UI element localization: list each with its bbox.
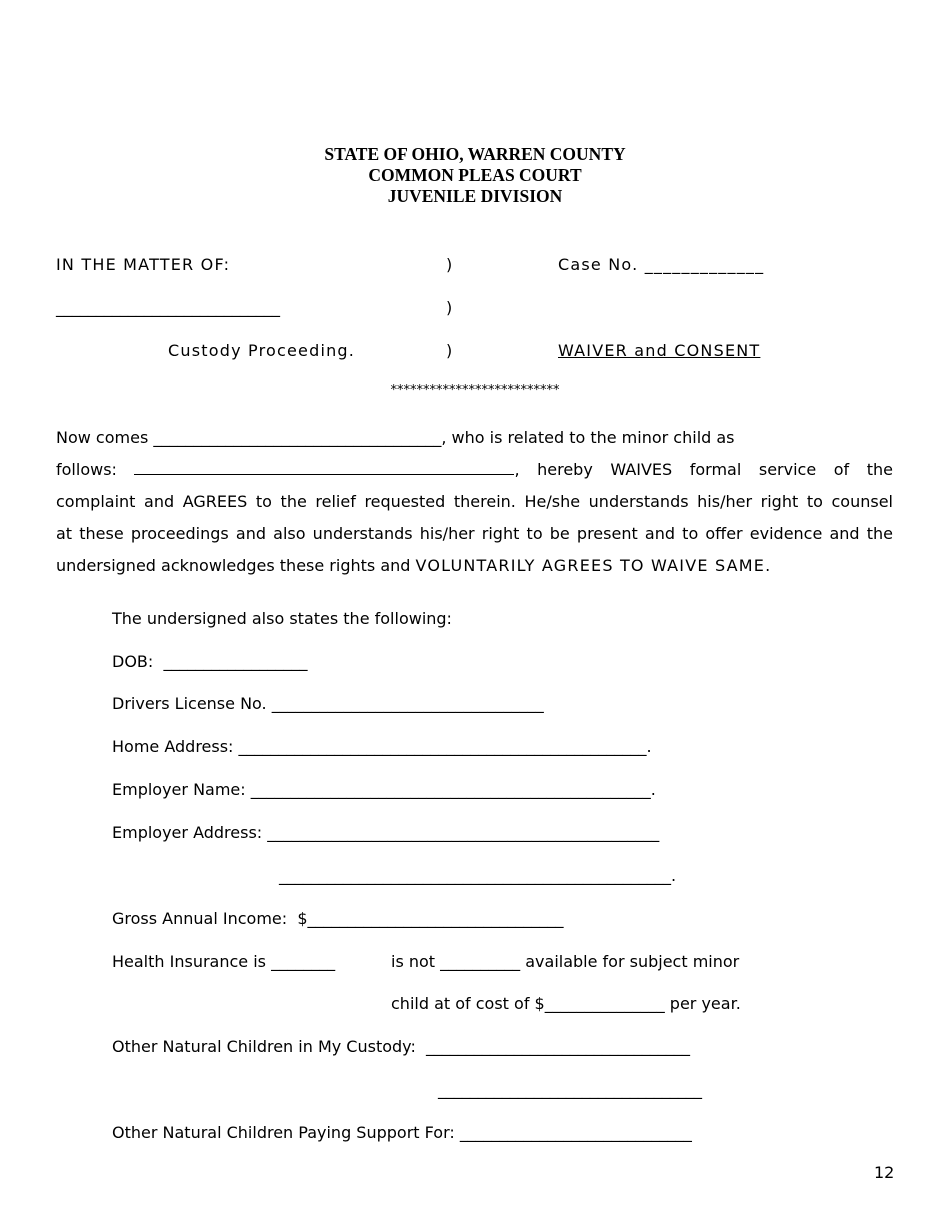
matter-label: IN THE MATTER OF: [56,255,231,274]
waiver-paragraph [56,422,893,582]
caption-paren-3: ) [446,341,453,360]
case-number-field[interactable]: Case No. _____________ [558,255,765,274]
paragraph-line-2[interactable] [56,454,893,486]
caption-paren-2: ) [446,298,453,317]
home-address-field[interactable]: Home Address: ___________________________________________________. [112,737,652,756]
children-custody-field[interactable]: Other Natural Children in My Custody: _________________________________ [112,1037,691,1056]
paragraph-line-3: complaint and AGREES to the relief requested therein. He/she understands his/her right to counsel [56,492,893,511]
paragraph-line-5 [56,550,893,582]
drivers-license-field[interactable]: Drivers License No. __________________________________ [112,694,544,713]
children-support-field[interactable]: Other Natural Children Paying Support For: _____________________________ [112,1123,692,1142]
paragraph-line-5-start: undersigned acknowledges these rights and [56,556,416,575]
paragraph-line-4: at these proceedings and also understands his/her right to be present and to offer evidence and the [56,524,893,543]
caption-paren-1: ) [446,255,453,274]
matter-name-field[interactable]: ____________________________ [56,298,280,317]
employer-address-field-cont[interactable]: _________________________________________________. [279,866,677,885]
dob-field[interactable]: DOB: __________________ [112,652,308,671]
court-division: JUVENILE DIVISION [387,186,563,206]
paragraph-line-2-rest: , hereby WAIVES formal service of the [514,460,893,479]
employer-name-field[interactable]: Employer Name: __________________________________________________. [112,780,656,799]
fields-intro: The undersigned also states the following: [112,609,452,628]
health-insurance-cost-field[interactable]: child at of cost of $_______________ per year. [391,994,741,1013]
relationship-field[interactable] [134,458,514,475]
paragraph-line-1[interactable]: Now comes ____________________________________, who is related to the minor child as [56,428,735,447]
follows-label: follows: [56,460,117,479]
proceeding-label: Custody Proceeding. [168,341,356,360]
court-state-county: STATE OF OHIO, WARREN COUNTY [324,144,626,164]
page-number: 12 [874,1163,895,1182]
court-name: COMMON PLEAS COURT [368,165,582,185]
paragraph-line-5-caps: VOLUNTARILY AGREES TO WAIVE SAME. [415,556,772,575]
gross-income-field[interactable]: Gross Annual Income: $________________________________ [112,909,564,928]
children-custody-field-cont[interactable]: _________________________________ [438,1080,702,1099]
health-insurance-isnot-field[interactable]: is not __________ available for subject minor [391,952,740,971]
document-title: WAIVER and CONSENT [558,341,761,360]
health-insurance-is-field[interactable]: Health Insurance is ________ [112,952,336,971]
separator-stars: ************************** [390,383,560,398]
employer-address-field[interactable]: Employer Address: _________________________________________________ [112,823,660,842]
